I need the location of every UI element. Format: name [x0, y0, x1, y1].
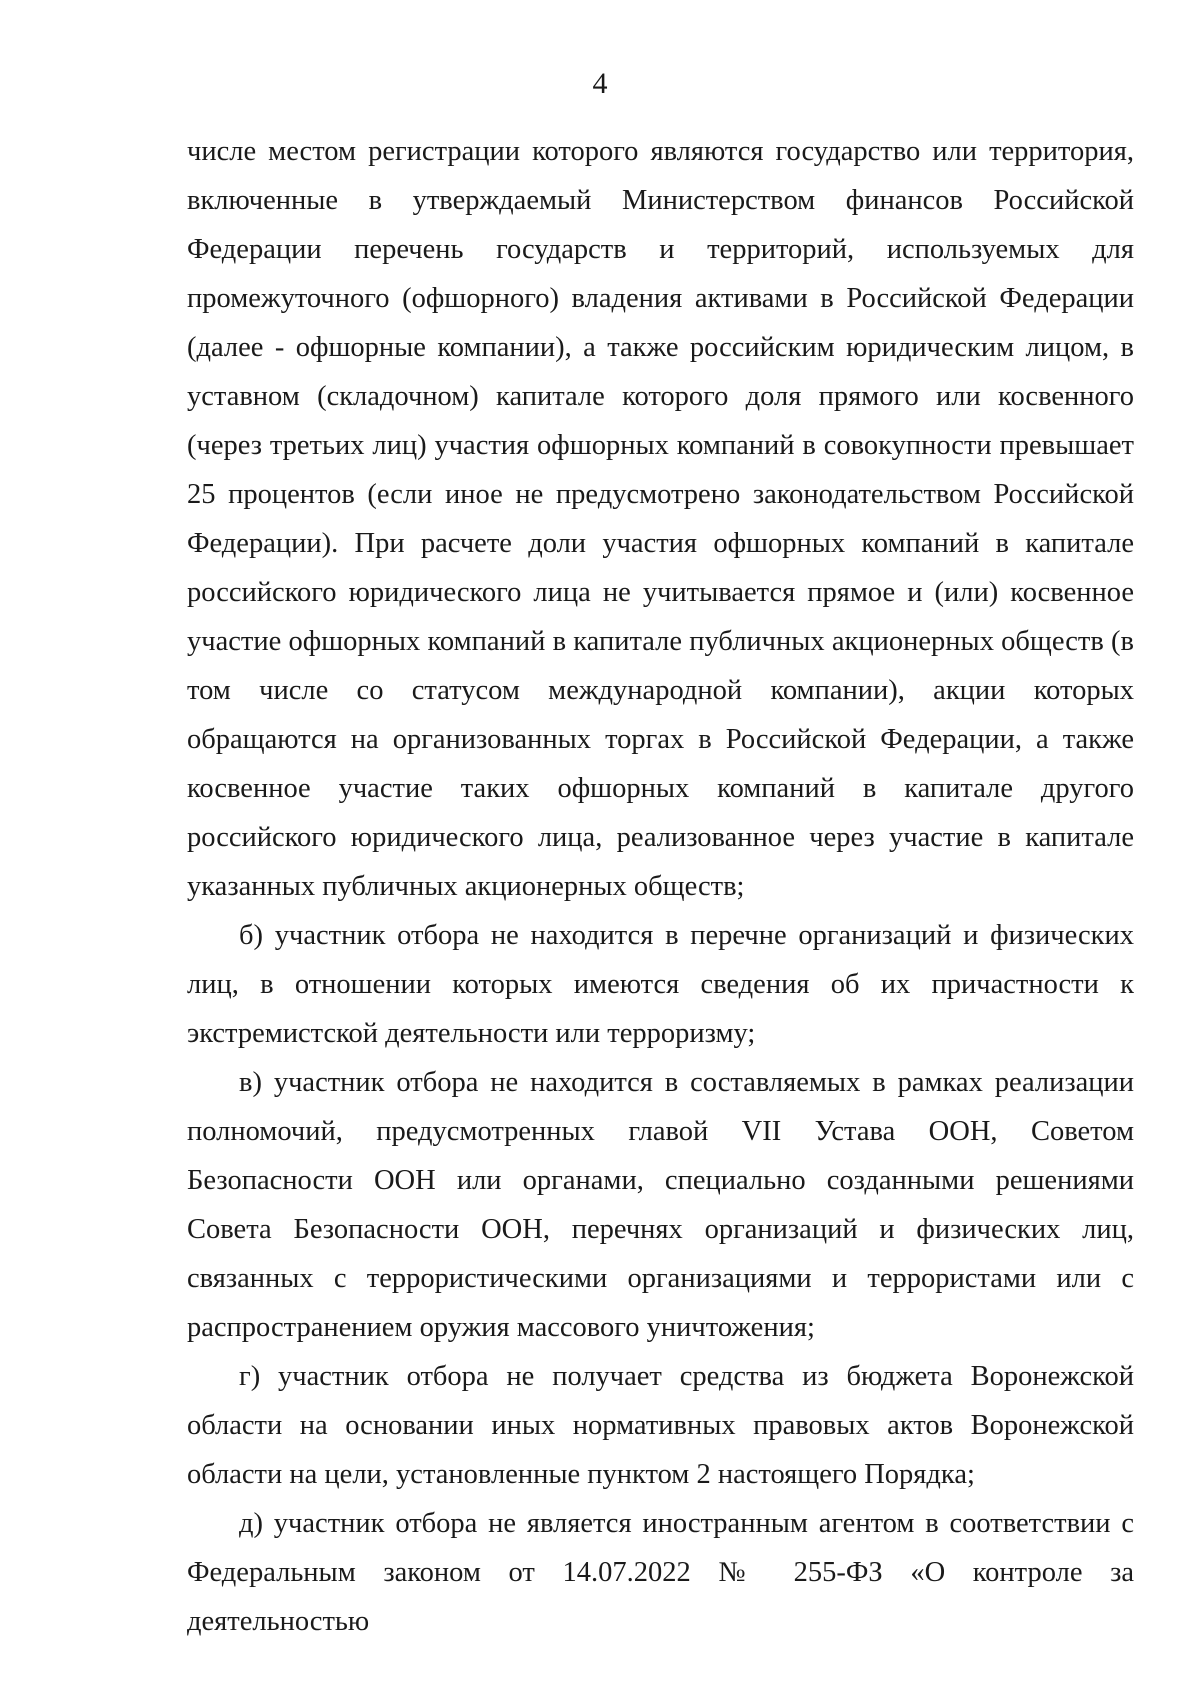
- paragraph-item-v: в) участник отбора не находится в составляемых в рамках реализации полномочий, предусмотренных главой VII Устава ООН, Советом Безопасности ООН или органами, специально созданными решениями Совета Безопасности ООН, перечнях организаций и физических лиц, связанных с террористическими организациями и террористами или с распространением оружия массового уничтожения;: [187, 1067, 1134, 1343]
- document-body: [187, 127, 1134, 1646]
- paragraph-item-d: д) участник отбора не является иностранным агентом в соответствии с Федеральным законом от 14.07.2022 № 255-ФЗ «О контроле за деятельностью: [187, 1508, 1134, 1637]
- paragraph-continuation: числе местом регистрации которого являются государство или территория, включенные в утверждаемый Министерством финансов Российской Федерации перечень государств и территорий, используемых для промежуточного (офшорного) владения активами в Российской Федерации (далее - офшорные компании), а также российским юридическим лицом, в уставном (складочном) капитале которого доля прямого или косвенного (через третьих лиц) участия офшорных компаний в совокупности превышает 25 процентов (если иное не предусмотрено законодательством Российской Федерации). При расчете доли участия офшорных компаний в капитале российского юридического лица не учитывается прямое и (или) косвенное участие офшорных компаний в капитале публичных акционерных обществ (в том числе со статусом международной компании), акции которых обращаются на организованных торгах в Российской Федерации, а также косвенное участие таких офшорных компаний в капитале другого российского юридического лица, реализованное через участие в капитале указанных публичных акционерных обществ;: [187, 136, 1134, 902]
- paragraph-item-g: г) участник отбора не получает средства из бюджета Воронежской области на основании иных нормативных правовых актов Воронежской области на цели, установленные пунктом 2 настоящего Порядка;: [187, 1361, 1134, 1490]
- page-number: 4: [592, 67, 608, 100]
- paragraph-item-b: б) участник отбора не находится в перечне организаций и физических лиц, в отношении которых имеются сведения об их причастности к экстремистской деятельности или терроризму;: [187, 920, 1134, 1049]
